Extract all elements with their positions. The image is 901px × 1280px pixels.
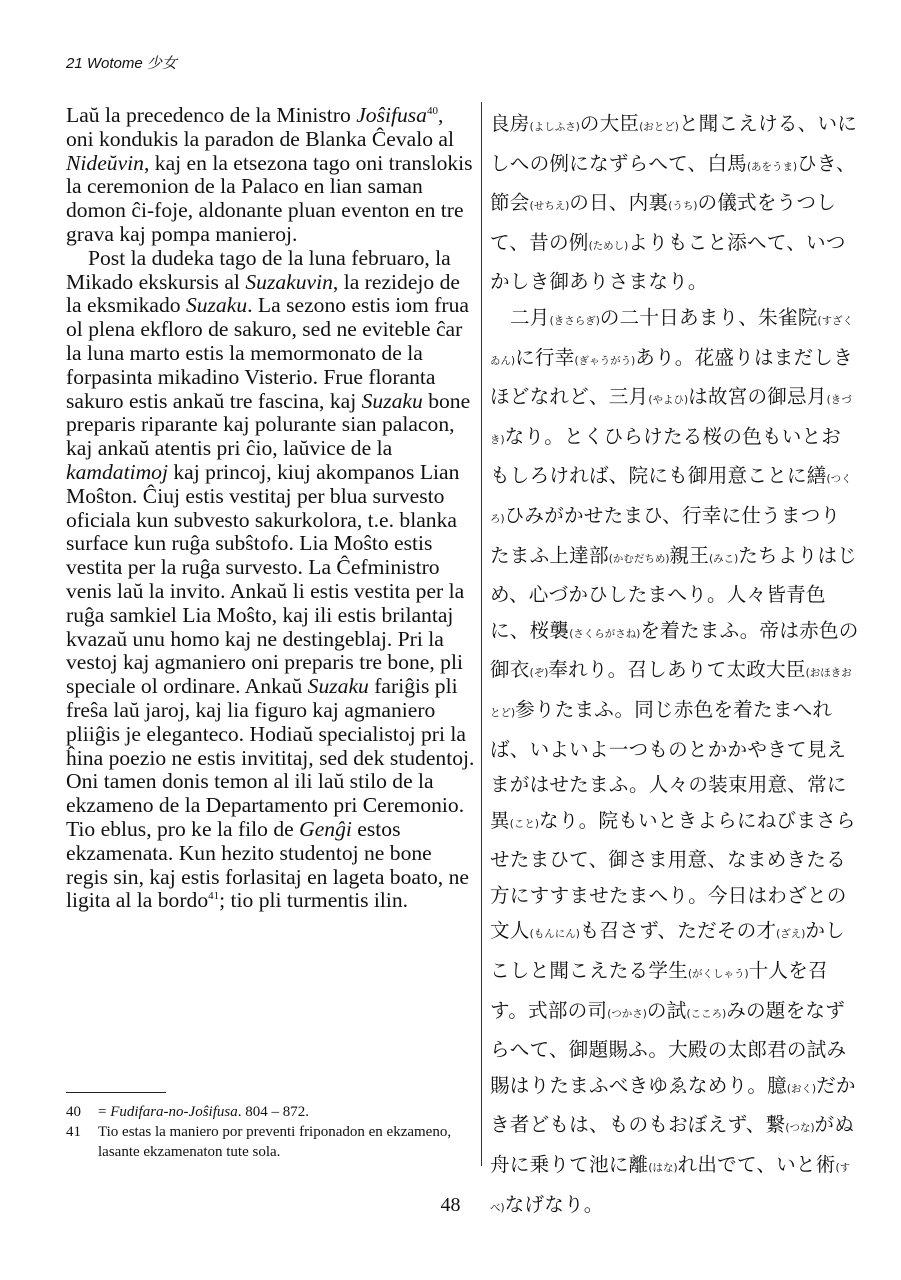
esperanto-column [66,104,476,913]
furigana-reading: (つかさ) [607,1007,647,1020]
furigana-reading: (おほきおとど) [490,667,852,719]
furigana-reading: (つくろ) [490,473,852,525]
footnote-separator [66,1092,166,1093]
furigana-reading: (ためし) [588,239,629,252]
japanese-text: も召さず、ただその才 [579,919,777,943]
japanese-text: かしこしと聞こえたる学生 [490,919,845,983]
japanese-text: の大臣 [579,112,640,135]
japanese-text: れ出でて、いと術 [677,1153,836,1177]
furigana-reading: (さくらがさね) [569,627,641,640]
furigana-reading: (きづき) [490,394,852,446]
japanese-text: なり。院もいときよらにねびまさらせたまひて、御さま用意、なまめきたる方にすすませたまへり。今日はわざとの文人 [490,808,856,943]
japanese-text: の二十日あまり、朱雀院 [599,305,818,329]
furigana-reading: (はな) [648,1162,678,1175]
japanese-text: なり。とくひらけたる桜の色もいとおもしろければ、院にも御用意ことに繕 [490,424,842,488]
japanese-text: と聞こえける、いにしへの例になずらへて、白馬 [490,112,858,175]
furigana-reading: (こと) [509,817,539,830]
furigana-reading: (おとど) [639,121,679,133]
japanese-paragraph-2 [490,300,860,1226]
furigana-reading: (よしふさ) [529,121,580,133]
furigana-reading: (こころ) [686,1007,727,1020]
japanese-text: 奉れり。召しありて太政大臣 [548,658,806,682]
footnote-text: = Fudifara-no-Joŝifusa. 804 – 872. [98,1104,309,1120]
furigana-reading: (みこ) [709,552,739,565]
japanese-text: に行幸 [515,345,575,369]
furigana-reading: (せちえ) [529,200,570,213]
japanese-column [490,106,860,1226]
japanese-text: の儀式をうつして、昔の例 [490,191,837,254]
footnote-40 [66,1102,466,1122]
japanese-text: 参りたまふ。同じ赤色を着たまへれば、いよいよ一つものとかかやきて見えまがはせたまふ。人々の装束用意、常に異 [490,697,847,832]
esperanto-paragraph-1: Laŭ la precedenco de la Ministro Joŝifusa$^{40}$, oni kondukis la paradon de Blanka Ĉevalo al Nideŭvin, kaj en la etsezona tago oni translokis la ceremonion de la Palaco en lian saman domon ĉi-foje, aldonante pluan eventon en tre grava kaj pompa manieroj. [66,103,473,246]
japanese-text: 十人を召す。式部の司 [490,959,828,1022]
japanese-text: 親王 [669,543,710,567]
page-number: 48 [440,1194,461,1216]
japanese-paragraph-1 [490,106,860,300]
esperanto-paragraph-2: Post la dudeka tago de la luna februaro, la Mikado ekskursis al Suzakuvin, la rezidejo de la eksmikado Suzaku. La sezono estis iom frua ol plena ekfloro de sakuro, sed ne eviteble ĉar la luna marto estis la memormonato de la forpasinta mikadino Visterio. Frue floranta sakuro estis ankaŭ tre fascina, kaj Suzaku bone preparis riparante kaj polurante sian palacon, kaj ankaŭ atentis pri ĉio, laŭvice de la kamdatimoj kaj princoj, kiuj akompanos Lian Moŝton. Ĉiuj estis vestitaj per blua survesto oficiala kun subvesto sakurkolora, t.e. blanka surface kun ruĝa subŝtofo. Lia Moŝto estis vestita per la ruĝa survesto. La Ĉefministro venis laŭ la invito. Ankaŭ li estis vestita per la ruĝa samkiel Lia Moŝto, kaj ili estis brilantaj kvazaŭ unu homo kaj ne destingeblaj. Pri la vestoj kaj agmaniero oni preparis tre bone, pli speciale ol ordinare. Ankaŭ Suzaku fariĝis pli freŝa laŭ jaroj, kaj lia figuro kaj agmaniero pliiĝis je eleganteco. Hodiaŭ specialistoj pri la ĥina poezio ne estis invititaj, sed dek studentoj. Oni tamen donis temon al ili laŭ stilo de la ekzameno de la Departamento pri Ceremonio. Tio eblus, pro ke la filo de Genĝi estos ekzamenata. Kun hezito studentoj ne bone regis sin, kaj estis forlasitaj en lageta boato, ne ligita al la bordo$^{41}$; tio pli turmentis ilin. [66,245,475,913]
furigana-reading: (がくしゃう) [687,968,749,981]
japanese-text: 二月 [510,305,550,329]
japanese-text: の試 [646,998,687,1022]
japanese-text: あり。花盛りはまだしきほどなれど、三月 [490,345,853,409]
running-header: 21 Wotome 少女 [66,55,177,72]
japanese-text: なげなり。 [504,1192,604,1216]
japanese-text: は故宮の御忌月 [688,385,827,409]
furigana-reading: (ざえ) [776,928,806,941]
japanese-text: みの題をなずらへて、御題賜ふ。大殿の太郎君の試み賜はりたまふべきゆゑなめり。臆 [490,998,847,1097]
furigana-reading: (すべ) [490,1162,851,1214]
furigana-reading: (ぞ) [529,667,549,680]
footnote-41 [66,1122,466,1162]
furigana-reading: (やよひ) [648,394,689,407]
japanese-text: だかき者どもは、ものもおぼえず、繋 [490,1073,856,1137]
footnote-ref-41[interactable]: 41 [208,890,220,903]
japanese-text: 良房 [490,112,530,135]
furigana-reading: (うち) [668,200,698,213]
japanese-text: がぬ舟に乗りて池に離 [490,1113,855,1177]
furigana-reading: (おく) [786,1082,817,1095]
furigana-reading: (きさらぎ) [549,314,600,327]
footnote-number: 40 [66,1104,81,1120]
footnote-ref-40[interactable]: 40 [426,104,438,117]
japanese-text: ひみがかせたまひ、行幸に仕うまつりたまふ上達部 [490,503,841,567]
column-divider [481,102,482,1166]
furigana-reading: (すざくゐん) [490,314,854,367]
footnote-number: 41 [66,1124,81,1140]
footnote-text: Tio estas la maniero por preventi friponadon en ekzameno, lasante ekzamenaton tute sola. [98,1124,452,1160]
japanese-text: を着たまふ。帝は赤色の御衣 [490,618,859,682]
furigana-reading: (もんにん) [529,928,580,941]
footnotes [66,1102,466,1162]
japanese-text: の日、内裏 [569,191,669,215]
furigana-reading: (あをうま) [746,160,798,173]
furigana-reading: (ぎゃうがう) [574,354,636,367]
furigana-reading: (かむだちめ) [608,552,670,565]
japanese-text: よりもこと添へて、いつかしき御ありさまなり。 [490,230,846,294]
furigana-reading: (つな) [785,1122,815,1135]
japanese-text: たちよりはじめ、心づかひしたまへり。人々皆青色に、桜襲 [490,543,858,642]
japanese-text: ひき、節会 [490,151,856,215]
